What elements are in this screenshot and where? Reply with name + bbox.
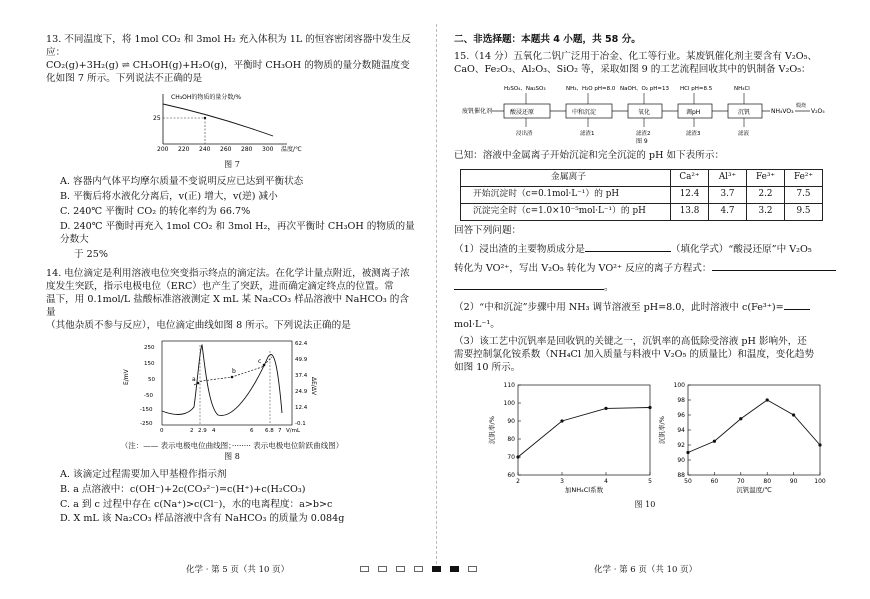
q14-option-a: A. 该滴定过程需要加入甲基橙作指示剂 — [60, 468, 227, 480]
fig8-ytick-right: -0.1 — [295, 420, 306, 427]
flow-product-mid: NH₄VO₃ — [771, 107, 794, 115]
q14-stem-line2: 度发生突跃，指示电极电位（ERC）也产生了突跃，进而确定滴定终点的位置。常 — [46, 281, 394, 293]
section-heading: 二、非选择题：本题共 4 小题，共 58 分。 — [454, 34, 641, 45]
flow-product: V₂O₅ — [811, 107, 825, 115]
flow-step-2: 中和沉淀 — [572, 108, 597, 116]
fig7-xtick: 260 — [220, 145, 232, 153]
q13-option-a: A. 容器内气体平均摩尔质量不变说明反应已达到平衡状态 — [60, 176, 304, 188]
y-axis-label: 沉钒率/% — [488, 416, 496, 445]
fig8-ytick-left: 250 — [144, 344, 155, 351]
fig8-xtick: 7 — [278, 427, 282, 434]
column-divider — [436, 24, 437, 564]
answer-intro: 回答下列问题： — [454, 224, 522, 236]
q14-option-c: C. a 到 c 过程中存在 c(Na⁺)>c(Cl⁻)，水的电离程度：a>b>c — [60, 498, 333, 510]
series-line — [518, 408, 650, 458]
page-footer-right: 化学 · 第 6 页（共 10 页） — [594, 565, 698, 575]
flow-waste-1: 浸出渣 — [516, 130, 533, 137]
fig8-xlabel: V/mL — [286, 427, 301, 434]
flow-waste-3: 滤渣2 — [636, 130, 651, 137]
table-header-cell: Ca²⁺ — [671, 169, 709, 186]
q13-stem-line1: 13. 不同温度下，将 1mol CO₂ 和 3mol H₂ 充入体积为 1L 的恒容密闭容器中发生反应： — [46, 34, 411, 58]
table-cell: 7.5 — [785, 186, 823, 203]
q13-option-c: C. 240℃ 平衡时 CO₂ 的转化率约为 66.7% — [60, 206, 251, 218]
x-tick-label: 5 — [648, 478, 652, 486]
page-dot — [396, 566, 405, 572]
data-point — [560, 420, 563, 423]
fig8-ytick-right: 62.4 — [295, 340, 308, 347]
data-point — [604, 407, 607, 410]
x-tick-label: 3 — [560, 478, 564, 486]
fig8-ytick-right: 12.4 — [295, 404, 308, 411]
fig8-ylabel-left: E/mV — [123, 369, 130, 385]
fig8-point-a: a — [192, 375, 196, 383]
answer-blank-3[interactable] — [454, 280, 604, 290]
y-tick-label: 90 — [677, 457, 685, 465]
answer-blank-4[interactable] — [784, 300, 810, 310]
table-cell: 9.5 — [785, 203, 823, 220]
y-tick-label: 94 — [677, 427, 685, 435]
fig8-ytick-left: 150 — [144, 360, 155, 367]
figure-9-caption: 图 9 — [636, 137, 648, 145]
sub1-line2 — [454, 261, 836, 276]
figure-8-graph — [122, 337, 342, 435]
table-header-cell: Fe²⁺ — [785, 169, 823, 186]
fig7-xtick: 300 — [262, 145, 274, 153]
q14-option-b: B. a 点溶液中：c(OH⁻)+2c(CO₃²⁻)=c(H⁺)+c(H₂CO₃) — [60, 483, 306, 495]
data-point — [818, 444, 821, 447]
data-point — [686, 451, 689, 454]
fig8-xtick: 0 — [160, 427, 164, 434]
y-tick-label: 88 — [677, 472, 685, 480]
fig7-xtick: 280 — [241, 145, 253, 153]
q15-stem-line1: 15.（14 分）五氧化二钒广泛用于冶金、化工等行业。某废钒催化剂主要含有 V₂O₅、 — [454, 50, 818, 62]
page-dot — [414, 566, 423, 572]
question-13 — [46, 34, 418, 262]
data-point — [766, 399, 769, 402]
flow-reagent-4: HCl pH=8.5 — [680, 85, 713, 92]
y-tick-label: 90 — [507, 418, 515, 426]
answer-blank-1[interactable] — [585, 242, 671, 252]
x-axis-label: 沉钒温度/℃ — [736, 486, 772, 495]
table-cell: 开始沉淀时（c=0.1mol·L⁻¹）的 pH — [461, 186, 671, 203]
fig8-xtick: 2.9 — [198, 427, 207, 434]
q14-stem-line3: 温下，用 0.1mol/L 盐酸标准溶液测定 X mL 某 Na₂CO₃ 样品溶液中 NaHCO₃ 的含量 — [46, 293, 409, 318]
table-header-cell: Fe³⁺ — [747, 169, 785, 186]
figure-9-flowchart — [460, 81, 830, 145]
fig8-ytick-right: 24.9 — [295, 388, 308, 395]
answer-blank-2[interactable] — [712, 261, 836, 271]
y-tick-label: 110 — [503, 382, 515, 390]
figure-9 — [454, 81, 836, 150]
figure-8-note: （注：—— 表示电极电位曲线图；········ 表示电极电位阶跃曲线图） — [120, 440, 344, 450]
flow-reagent-2: NH₃、H₂O pH=8.0 — [566, 85, 616, 92]
page-dot-current — [450, 566, 459, 572]
table-header-row — [461, 169, 823, 186]
table-cell: 12.4 — [671, 186, 709, 203]
sub1-prefix: （1）浸出渣的主要物质成分是 — [454, 243, 585, 255]
sub2-prompt: （2）“中和沉淀”步骤中用 NH₃ 调节溶液至 pH=8.0，此时溶液中 c(Fe³⁺)= — [454, 302, 784, 314]
fig8-ytick-left: -150 — [140, 406, 153, 413]
flow-step-1: 酸浸还原 — [510, 108, 535, 116]
fig8-ytick-left: -50 — [144, 392, 153, 399]
q13-option-d: D. 240℃ 平衡时再充入 1mol CO₂ 和 3mol H₂，再次平衡时 CH₃OH 的物质的量分数大 — [60, 221, 415, 246]
sub1-line3 — [454, 280, 836, 295]
q14-stem-line4: （其他杂质不参与反应），电位滴定曲线如图 8 所示。下列说法正确的是 — [46, 319, 351, 331]
right-column — [454, 34, 836, 511]
fig8-xtick: 4 — [212, 427, 216, 434]
figure-8-caption: 图 8 — [224, 451, 240, 461]
q15-stem-line2: CaO、Fe₂O₃、Al₂O₃、SiO₂ 等，采取如图 9 的工艺流程回收其中的钒制备 V₂O₅： — [454, 63, 811, 75]
figure-8 — [46, 337, 418, 463]
q15-known: 已知：溶液中金属离子开始沉淀和完全沉淀的 pH 如下表所示： — [454, 149, 725, 161]
sub3-line2: 需要控制氯化铵系数（NH₄Cl 加入质量与料液中 V₂O₅ 的质量比）和温度，变化趋势 — [454, 349, 815, 361]
page-dot — [378, 566, 387, 572]
y-tick-label: 70 — [507, 454, 515, 462]
flow-waste-4: 滤渣3 — [686, 130, 701, 137]
fig8-potential-curve — [162, 345, 282, 415]
flow-step-4: 调pH — [686, 108, 701, 116]
data-point — [713, 440, 716, 443]
flow-arrow-label: 煅烧 — [796, 102, 807, 109]
data-point — [648, 406, 651, 409]
sub1-suffix: （填化学式）“酸浸还原”中 V₂O₅ — [670, 243, 812, 255]
fig7-xtick: 240 — [199, 145, 211, 153]
fig7-xtick: 220 — [178, 145, 190, 153]
fig8-xtick: 2 — [190, 427, 194, 434]
fig8-ytick-left: 50 — [148, 376, 155, 383]
y-tick-label: 60 — [507, 472, 515, 480]
q14-option-d: D. X mL 该 Na₂CO₃ 样品溶液中含有 NaHCO₃ 的质量为 0.084g — [60, 513, 345, 525]
y-tick-label: 92 — [677, 442, 685, 450]
page-dot — [468, 566, 477, 572]
figure-10-chart-nh4cl — [484, 379, 660, 499]
sub1-end: 。 — [604, 281, 614, 293]
q13-option-b: B. 平衡后将水液化分离后，v(正) 增大，v(逆) 减小 — [60, 191, 278, 203]
data-point — [739, 417, 742, 420]
figure-7 — [46, 90, 418, 171]
fig7-xlabel: 温度/℃ — [281, 145, 302, 153]
figure-10-caption: 图 10 — [634, 500, 656, 510]
fig7-xtick: 200 — [157, 145, 169, 153]
sub2-line2: mol·L⁻¹。 — [454, 319, 500, 331]
sub1-line1 — [454, 242, 836, 257]
fig7-curve — [163, 104, 273, 136]
sub1-equation-prompt: 转化为 VO²⁺，写出 V₂O₅ 转化为 VO²⁺ 反应的离子方程式： — [454, 262, 712, 274]
flow-waste-5: 滤液 — [738, 130, 750, 137]
table-cell: 13.8 — [671, 203, 709, 220]
x-tick-label: 100 — [814, 478, 826, 486]
x-tick-label: 80 — [763, 478, 772, 486]
fig7-ytick: 25 — [153, 114, 161, 122]
x-axis-label: 加NH₄Cl系数 — [564, 486, 604, 495]
fig8-ytick-left: -250 — [140, 420, 153, 427]
q13-option-d-cont: 于 25% — [74, 249, 108, 261]
table-header-cell: 金属离子 — [461, 169, 671, 186]
figure-10 — [454, 379, 836, 511]
figure-10-chart-temperature — [654, 379, 830, 499]
sub2-line1 — [454, 300, 836, 315]
flow-reagent-3: NaOH、O₂ pH=13 — [620, 85, 669, 92]
flow-waste-2: 滤渣1 — [580, 130, 595, 137]
data-point — [792, 414, 795, 417]
page-footer-left: 化学 · 第 5 页（共 10 页） — [186, 565, 290, 575]
series-line — [688, 400, 820, 453]
x-tick-label: 50 — [684, 478, 692, 486]
table-cell: 3.7 — [709, 186, 747, 203]
flow-reagent-5: NH₄Cl — [734, 85, 750, 92]
x-tick-label: 4 — [604, 478, 608, 486]
fig8-point-b: b — [232, 367, 236, 375]
table-header-cell: Al³⁺ — [709, 169, 747, 186]
figure-7-graph — [147, 90, 317, 154]
fig8-ytick-right: 37.4 — [295, 372, 308, 379]
table-cell: 2.2 — [747, 186, 785, 203]
plot-frame — [688, 385, 820, 475]
fig7-ylabel: CH₃OH的物质的量分数/% — [171, 93, 242, 101]
y-axis-label: 沉钒率/% — [658, 416, 666, 445]
data-point — [516, 456, 519, 459]
sub3-line1: （3）该工艺中沉钒率是回收钒的关键之一，沉钒率的高低除受溶液 pH 影响外，还 — [454, 336, 807, 348]
y-tick-label: 96 — [677, 412, 685, 420]
y-tick-label: 100 — [503, 400, 515, 408]
y-tick-label: 98 — [677, 397, 685, 405]
page-indicator — [360, 566, 477, 572]
sub3-line3: 如图 10 所示。 — [454, 362, 521, 374]
x-tick-label: 90 — [789, 478, 798, 486]
ph-table — [460, 169, 823, 221]
fig8-xtick: 6 — [250, 427, 254, 434]
table-row — [461, 203, 823, 220]
x-tick-label: 2 — [516, 478, 520, 486]
y-tick-label: 100 — [673, 382, 685, 390]
flow-step-5: 沉钒 — [738, 108, 751, 116]
q14-stem-line1: 14. 电位滴定是利用溶液电位突变指示终点的滴定法。在化学计量点附近，被测离子浓 — [46, 268, 410, 280]
x-tick-label: 70 — [736, 478, 745, 486]
x-tick-label: 60 — [710, 478, 719, 486]
table-row — [461, 186, 823, 203]
left-column — [46, 34, 418, 528]
question-14 — [46, 268, 418, 526]
fig8-ytick-right: 49.9 — [295, 356, 308, 363]
page-dot-current — [432, 566, 441, 572]
page-dot — [360, 566, 369, 572]
y-tick-label: 80 — [507, 436, 515, 444]
flow-step-3: 氧化 — [638, 108, 651, 116]
plot-frame — [518, 385, 650, 475]
fig8-xtick: 6.8 — [265, 427, 274, 434]
table-cell: 3.2 — [747, 203, 785, 220]
table-cell: 沉淀完全时（c=1.0×10⁻⁵mol·L⁻¹）的 pH — [461, 203, 671, 220]
table-cell: 4.7 — [709, 203, 747, 220]
flow-start: 废钒催化剂 — [462, 107, 493, 115]
figure-7-caption: 图 7 — [224, 159, 240, 169]
q13-stem-line3: 化如图 7 所示。下列说法不正确的是 — [46, 72, 203, 84]
fig8-ylabel-right: ΔE/ΔV — [310, 376, 317, 395]
flow-reagent-1: H₂SO₄、Na₂SO₃ — [504, 85, 546, 92]
fig8-point-c: c — [258, 357, 262, 365]
q13-stem-line2: CO₂(g)+3H₂(g) ⇌ CH₃OH(g)+H₂O(g)，平衡时 CH₃OH 的物质的量分数随温度变 — [46, 59, 410, 71]
